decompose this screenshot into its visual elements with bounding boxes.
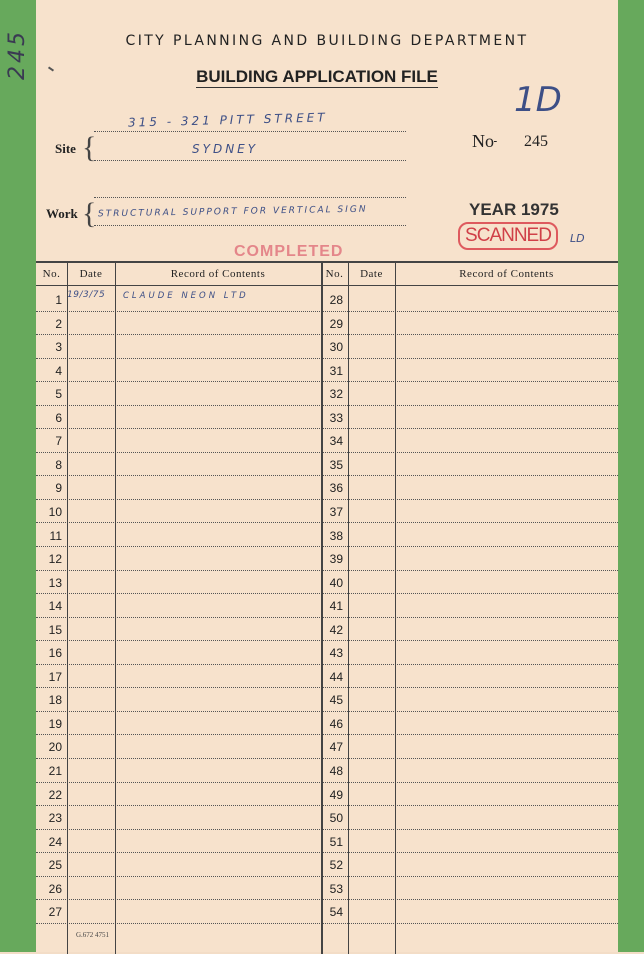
table-row xyxy=(36,687,618,712)
site-label: Site xyxy=(55,141,76,156)
row-number-right: 35 xyxy=(329,457,343,472)
table-row xyxy=(36,805,618,830)
table-row xyxy=(36,899,618,924)
row-record-left: CLAUDE NEON LTD xyxy=(123,291,249,301)
site-address-line1: 315 - 321 PITT STREET xyxy=(127,110,328,130)
scanned-initials: LD xyxy=(570,232,585,245)
row-number-right: 43 xyxy=(329,646,343,661)
year-label: YEAR 1975 xyxy=(469,200,559,219)
row-number-right: 45 xyxy=(329,693,343,708)
table-row xyxy=(36,358,618,383)
table-row xyxy=(36,758,618,783)
row-number-left: 7 xyxy=(55,434,62,449)
completed-stamp: COMPLETED xyxy=(234,243,344,260)
site-line-2 xyxy=(94,160,406,161)
row-number-left: 1 xyxy=(55,293,62,307)
row-number-left: 12 xyxy=(48,552,62,567)
scanned-stamp: SCANNED xyxy=(458,222,558,250)
row-number-left: 26 xyxy=(48,881,62,896)
row-number-right: 49 xyxy=(329,787,343,802)
row-number-left: 24 xyxy=(48,834,62,849)
row-number-right: 40 xyxy=(329,575,343,590)
table-row xyxy=(36,734,618,759)
left-binding-strip xyxy=(0,0,36,952)
row-number-left: 27 xyxy=(48,905,62,920)
row-number-left: 19 xyxy=(48,716,62,731)
row-number-left: 4 xyxy=(55,363,62,378)
row-number-right: 32 xyxy=(329,387,343,402)
table-row xyxy=(36,405,618,430)
row-number-right: 48 xyxy=(329,764,343,778)
col-header-record-right: Record of Contents xyxy=(459,268,554,280)
row-number-right: 38 xyxy=(329,528,343,543)
file-number-value: 245 xyxy=(524,133,548,150)
col-divider-center xyxy=(321,263,323,954)
row-number-left: 14 xyxy=(48,599,62,614)
row-number-left: 5 xyxy=(55,387,62,402)
side-code-text: 245 xyxy=(5,29,30,80)
row-number-left: 8 xyxy=(55,457,62,472)
col-divider xyxy=(395,263,396,954)
col-divider xyxy=(115,263,116,954)
side-file-code xyxy=(2,29,32,130)
row-number-left: 11 xyxy=(49,528,62,543)
right-binding-strip xyxy=(618,0,644,952)
row-number-left: 23 xyxy=(48,811,62,826)
table-row xyxy=(36,876,618,901)
site-address-line2: SYDNEY xyxy=(192,142,259,156)
row-number-right: 52 xyxy=(329,858,343,873)
record-table xyxy=(36,261,618,954)
page-title-text: BUILDING APPLICATION FILE xyxy=(196,67,438,86)
row-number-right: 29 xyxy=(329,316,343,331)
table-row xyxy=(36,452,618,477)
col-header-date-left: Date xyxy=(79,268,103,280)
row-number-left: 20 xyxy=(48,740,62,755)
row-number-right: 42 xyxy=(329,622,343,637)
row-number-right: 53 xyxy=(329,881,343,896)
table-row xyxy=(36,499,618,524)
row-number-left: 3 xyxy=(55,340,62,355)
table-row xyxy=(36,617,618,642)
row-number-left: 17 xyxy=(48,669,62,684)
col-header-no-left: No. xyxy=(42,268,61,280)
work-line-2 xyxy=(94,225,406,226)
table-row xyxy=(36,570,618,595)
site-line-1 xyxy=(94,131,406,132)
col-header-record-left: Record of Contents xyxy=(170,268,266,280)
header-rule xyxy=(36,285,618,286)
table-row xyxy=(36,428,618,453)
row-number-left: 15 xyxy=(48,622,62,637)
col-divider xyxy=(67,263,68,954)
col-header-date-right: Date xyxy=(360,268,383,280)
department-heading: CITY PLANNING AND BUILDING DEPARTMENT xyxy=(125,33,529,49)
row-number-left: 6 xyxy=(55,410,62,425)
table-row xyxy=(36,829,618,854)
row-number-right: 36 xyxy=(329,481,343,496)
row-number-right: 47 xyxy=(329,740,343,755)
row-number-left: 16 xyxy=(48,646,62,661)
table-row xyxy=(36,664,618,689)
row-number-right: 51 xyxy=(329,834,343,849)
handwritten-mark: 1D xyxy=(514,80,562,120)
work-brace: { xyxy=(82,197,97,230)
table-row xyxy=(36,523,618,548)
row-number-left: 22 xyxy=(48,787,62,802)
col-header-no-right: No. xyxy=(325,268,344,280)
row-number-right: 46 xyxy=(329,716,343,731)
row-number-left: 13 xyxy=(48,575,62,590)
work-line-1 xyxy=(94,197,406,198)
row-number-left: 25 xyxy=(48,858,62,873)
row-number-right: 37 xyxy=(329,504,343,519)
row-number-left: 21 xyxy=(48,764,62,778)
row-number-right: 44 xyxy=(329,669,343,684)
row-number-left: 2 xyxy=(55,316,62,331)
table-row xyxy=(36,782,618,807)
table-row xyxy=(36,475,618,500)
work-description: STRUCTURAL SUPPORT FOR VERTICAL SIGN xyxy=(97,204,368,220)
table-row xyxy=(36,852,618,877)
table-row xyxy=(36,334,618,359)
col-divider xyxy=(348,263,349,954)
site-brace: { xyxy=(82,131,97,164)
table-row xyxy=(36,711,618,736)
row-number-right: 30 xyxy=(329,340,343,355)
row-number-right: 33 xyxy=(329,410,343,425)
form-code: G.672 4751 xyxy=(76,931,110,939)
row-number-left: 9 xyxy=(55,481,62,496)
row-date-left: 19/3/75 xyxy=(67,290,106,300)
row-number-right: 54 xyxy=(329,905,343,920)
row-number-right: 28 xyxy=(329,293,343,307)
table-row xyxy=(36,287,618,312)
row-number-right: 50 xyxy=(329,811,343,826)
table-row xyxy=(36,311,618,336)
file-number-label: No xyxy=(472,131,494,151)
work-label: Work xyxy=(46,206,78,221)
table-row xyxy=(36,593,618,618)
row-number-left: 10 xyxy=(48,504,62,519)
row-number-right: 39 xyxy=(329,552,343,567)
row-number-right: 41 xyxy=(329,599,343,614)
row-number-left: 18 xyxy=(48,693,62,708)
row-number-right: 31 xyxy=(329,363,343,378)
row-number-right: 34 xyxy=(329,434,343,449)
table-row xyxy=(36,546,618,571)
table-row xyxy=(36,381,618,406)
table-row xyxy=(36,640,618,665)
